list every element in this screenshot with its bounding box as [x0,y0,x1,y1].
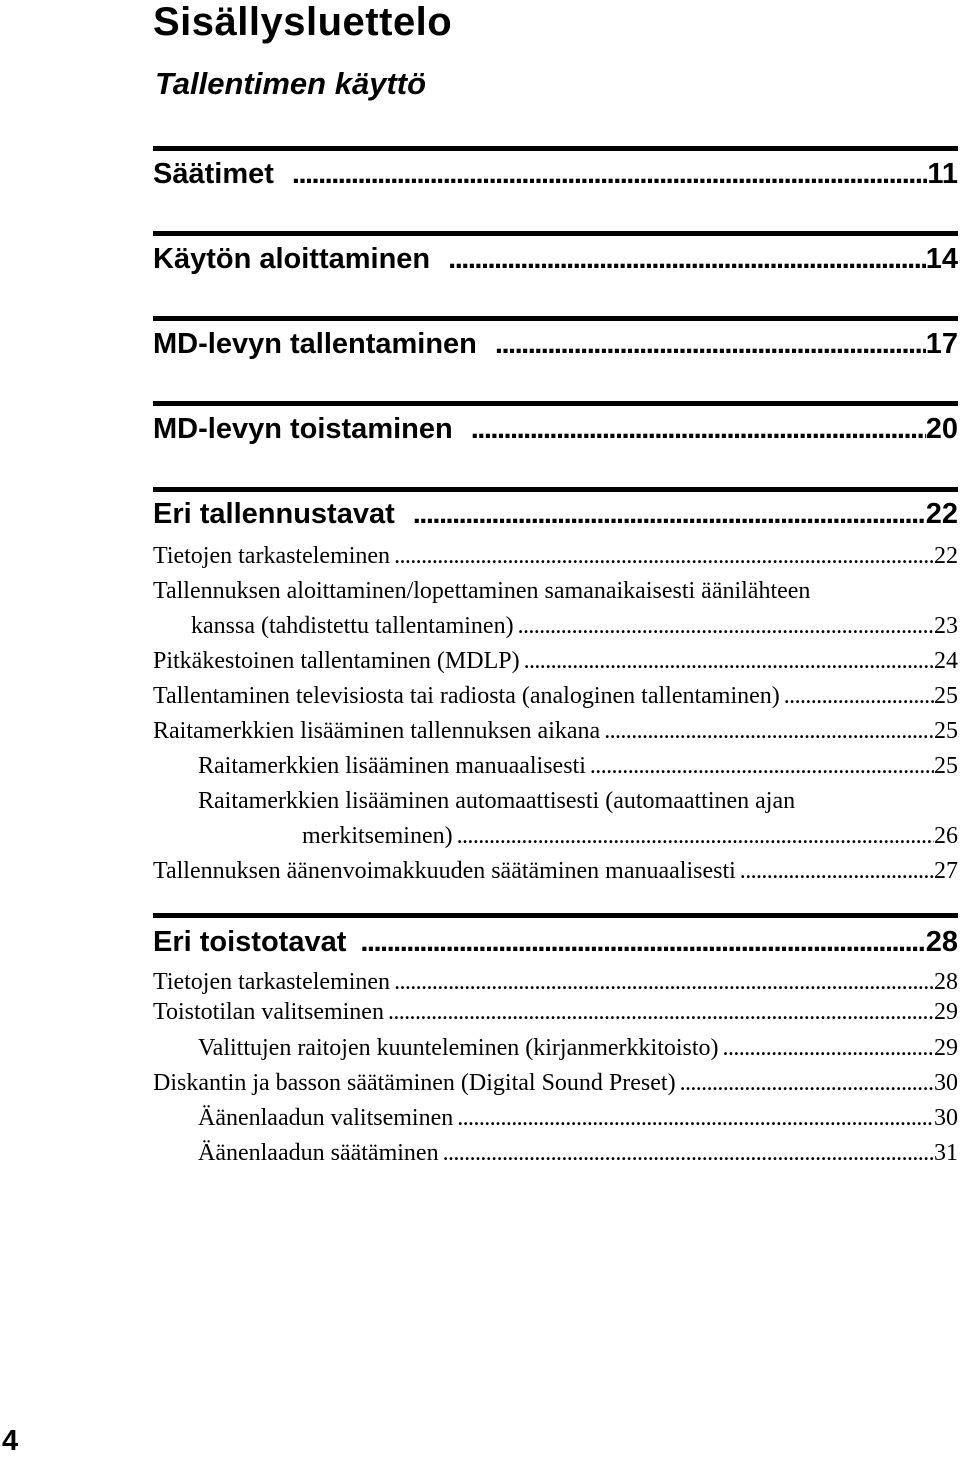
toc-item-label: Tallentaminen televisiosta tai radiosta (analoginen tallentaminen) [153,683,780,709]
dot-leader [457,1103,934,1133]
toc-page-number: 14 [925,243,958,275]
dot-leader [360,924,925,960]
dot-leader [443,1138,934,1168]
section-rule [153,146,958,151]
toc-section-label: Säätimet [153,158,274,190]
page-title: Sisällysluettelo [153,0,453,44]
dot-leader [457,821,934,851]
toc-page-number: 25 [934,753,958,779]
toc-item-label: Tallennuksen äänenvoimakkuuden säätäminen manuaalisesti [153,858,736,884]
section-rule [153,401,958,406]
toc-section-eri-toistotavat[interactable] [153,924,958,960]
toc-page-number: 25 [934,683,958,709]
toc-item-label: Äänenlaadun valitseminen [198,1105,454,1131]
toc-item[interactable] [153,1068,958,1098]
dot-leader [292,156,927,192]
dot-leader [604,716,934,746]
toc-item-label-line1: Tallennuksen aloittaminen/lopettaminen samanaikaisesti äänilähteen [153,578,811,604]
toc-item[interactable] [153,646,958,676]
section-rule [153,913,958,918]
toc-page-number: 30 [934,1070,958,1096]
toc-item[interactable] [153,716,958,746]
toc-page-number: 11 [927,158,958,190]
toc-item-label: kanssa (tahdistettu tallentaminen) [191,613,514,639]
dot-leader [388,997,934,1027]
toc-item[interactable] [153,997,958,1027]
toc-page-number: 28 [925,926,958,958]
toc-section-md-toistaminen[interactable] [153,411,958,447]
toc-page-number: 28 [934,969,958,995]
toc-item[interactable] [302,821,958,851]
toc-item-label: Tietojen tarkasteleminen [153,543,391,569]
toc-page-number: 26 [934,823,958,849]
dot-leader [723,1033,934,1063]
dot-leader [413,496,926,532]
toc-item-label: Toistotilan valitseminen [153,999,384,1025]
dot-leader [590,751,934,781]
toc-page-number: 27 [934,858,958,884]
dot-leader [394,541,934,571]
toc-item-label: Raitamerkkien lisääminen tallennuksen aikana [153,718,601,744]
toc-item-label: Diskantin ja basson säätäminen (Digital Sound Preset) [153,1070,676,1096]
dot-leader [495,326,926,362]
dot-leader [524,646,934,676]
dot-leader [471,411,926,447]
toc-item-label: merkitseminen) [302,823,453,849]
toc-page-number: 31 [934,1140,958,1166]
toc-page-number: 29 [934,1035,958,1061]
toc-item[interactable] [153,681,958,711]
toc-page-number: 22 [934,543,958,569]
toc-section-label: MD-levyn toistaminen [153,413,453,445]
toc-section-md-tallentaminen[interactable] [153,326,958,362]
toc-section-label: Käytön aloittaminen [153,243,431,275]
toc-item[interactable] [153,967,958,997]
dot-leader [518,611,934,641]
toc-item[interactable] [198,1138,958,1168]
toc-page-number: 29 [934,999,958,1025]
toc-item[interactable] [198,1033,958,1063]
toc-section-label: Eri toistotavat [153,926,347,958]
dot-leader [448,241,926,277]
section-rule [153,231,958,236]
dot-leader [680,1068,934,1098]
toc-item-label: Tietojen tarkasteleminen [153,969,391,995]
toc-section-eri-tallennustavat[interactable] [153,496,958,532]
toc-page-number: 20 [925,413,958,445]
section-rule [153,316,958,321]
toc-page-number: 22 [925,498,958,530]
toc-item[interactable] [198,751,958,781]
toc-item-label: Pitkäkestoinen tallentaminen (MDLP) [153,648,520,674]
dot-leader [394,967,934,997]
toc-item[interactable] [198,1103,958,1133]
toc-section-saatimet[interactable] [153,156,958,192]
toc-item[interactable] [153,541,958,571]
page-number: 4 [2,1425,19,1457]
dot-leader [740,856,934,886]
toc-page-number: 25 [934,718,958,744]
dot-leader [784,681,934,711]
toc-page-number: 30 [934,1105,958,1131]
toc-page-number: 17 [925,328,958,360]
toc-section-label: MD-levyn tallentaminen [153,328,477,360]
toc-item-label-line1: Raitamerkkien lisääminen automaattisesti (automaattinen ajan [198,788,796,814]
page-subtitle: Tallentimen käyttö [155,66,427,101]
toc-item-label: Äänenlaadun säätäminen [198,1140,439,1166]
toc-page-number: 23 [934,613,958,639]
section-rule [153,487,958,492]
toc-page-number: 24 [934,648,958,674]
toc-section-label: Eri tallennustavat [153,498,395,530]
toc-section-kayton-aloittaminen[interactable] [153,241,958,277]
toc-item-label: Raitamerkkien lisääminen manuaalisesti [198,753,586,779]
toc-item-label: Valittujen raitojen kuunteleminen (kirjanmerkkitoisto) [198,1035,719,1061]
toc-item[interactable] [191,611,958,641]
toc-item[interactable] [153,856,958,886]
